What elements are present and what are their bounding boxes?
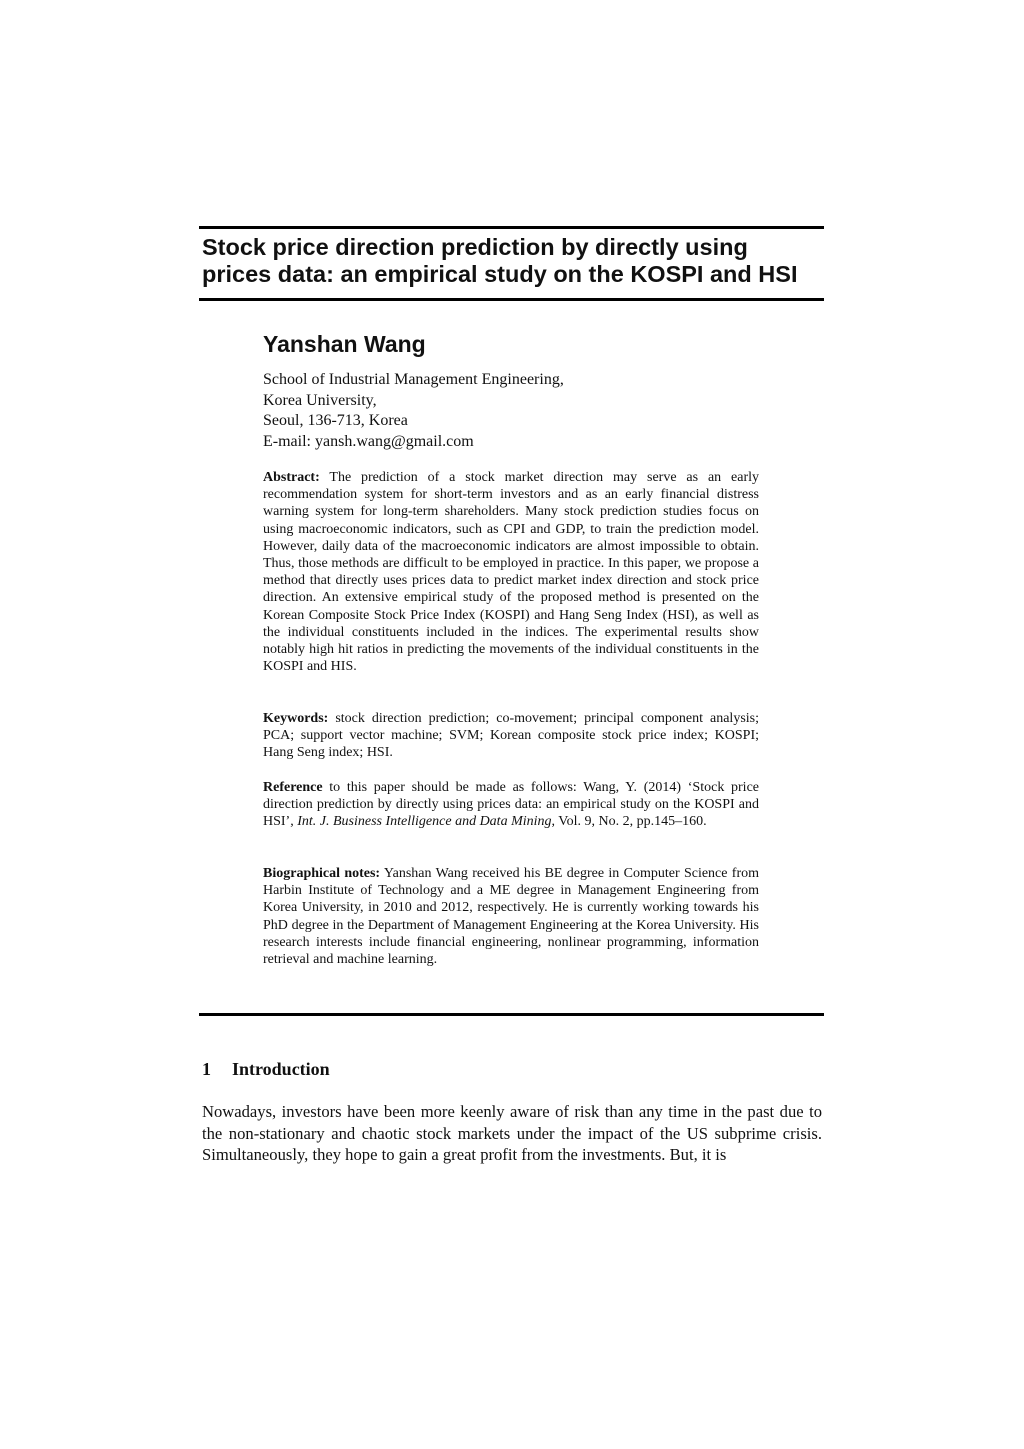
reference-text-after: , Vol. 9, No. 2, pp.145–160. [551,814,707,830]
affiliation-email[interactable]: E-mail: yansh.wang@gmail.com [263,432,474,450]
section-title: Introduction [232,1059,330,1079]
introduction-paragraph: Nowadays, investors have been more keenly aware of risk than any time in the past due to the non-stationary and chaotic stock markets under the impact of the US subprime crisis. Simultaneously, they hope to gain a great profit from the investments. But, it is [202,1102,822,1165]
affiliation-university: Korea University, [263,391,377,409]
section-heading-introduction [202,1058,330,1080]
title-bottom-rule [199,298,824,301]
affiliation-school: School of Industrial Management Engineering, [263,371,564,388]
keywords-text: stock direction prediction; co-movement; principal component analysis; PCA; support vector machine; SVM; Korean composite stock price index; KOSPI; Hang Seng index; HSI. [263,711,759,761]
bio-text: Yanshan Wang received his BE degree in Computer Science from Harbin Institute of Technology and a ME degree in Management Engineering from Korea University, in 2010 and 2012, respectively. He is currently working towards his PhD degree in the Department of Management Engineering at the Korea University. His research interests include financial engineering, nonlinear programming, information retrieval and machine learning. [263,866,760,968]
reference-text-before: to this paper should be made as follows: Wang, Y. (2014) ‘Stock price direction prediction by directly using prices data: an empirical study on the KOSPI and HSI’, [263,780,759,830]
top-rule [199,226,824,229]
biographical-notes [263,865,759,968]
abstract-bottom-rule [199,1013,824,1016]
title-line-2: prices data: an empirical study on the KOSPI and HSI [202,261,798,287]
reference-label: Reference [263,780,323,795]
abstract-text: The prediction of a stock market direction may serve as an early recommendation system for short-term investors and as an early financial distress warning system for long-term shareholders. Many stock prediction studies focus on using macroeconomic indicators, such as CPI and GDP, to train the prediction model. However, daily data of the macroeconomic indicators are almost impossible to obtain. Thus, those methods are difficult to be employed in practice. In this paper, we propose a method that directly uses prices data to predict market index direction and stock price direction. An extensive empirical study of the proposed method is presented on the Korean Composite Stock Price Index (KOSPI) and Hang Seng Index (HSI), as well as the individual constituents included in the indices. The experimental results show notably high hit ratios in predicting the movements of the individual constituents in the KOSPI and HIS. [263,470,760,675]
keywords-label: Keywords: [263,711,329,726]
abstract [263,469,759,675]
affiliation-city: Seoul, 136-713, Korea [263,412,408,429]
author-name: Yanshan Wang [263,331,426,357]
keywords [263,710,759,762]
bio-label: Biographical notes: [263,866,381,881]
title-line-1: Stock price direction prediction by directly using [202,234,748,260]
abstract-label: Abstract: [263,470,320,485]
section-number: 1 [202,1059,211,1079]
reference-journal: Int. J. Business Intelligence and Data Mining [297,814,552,830]
paper-title [202,234,822,288]
author-affiliation [263,370,564,452]
reference [263,779,759,831]
